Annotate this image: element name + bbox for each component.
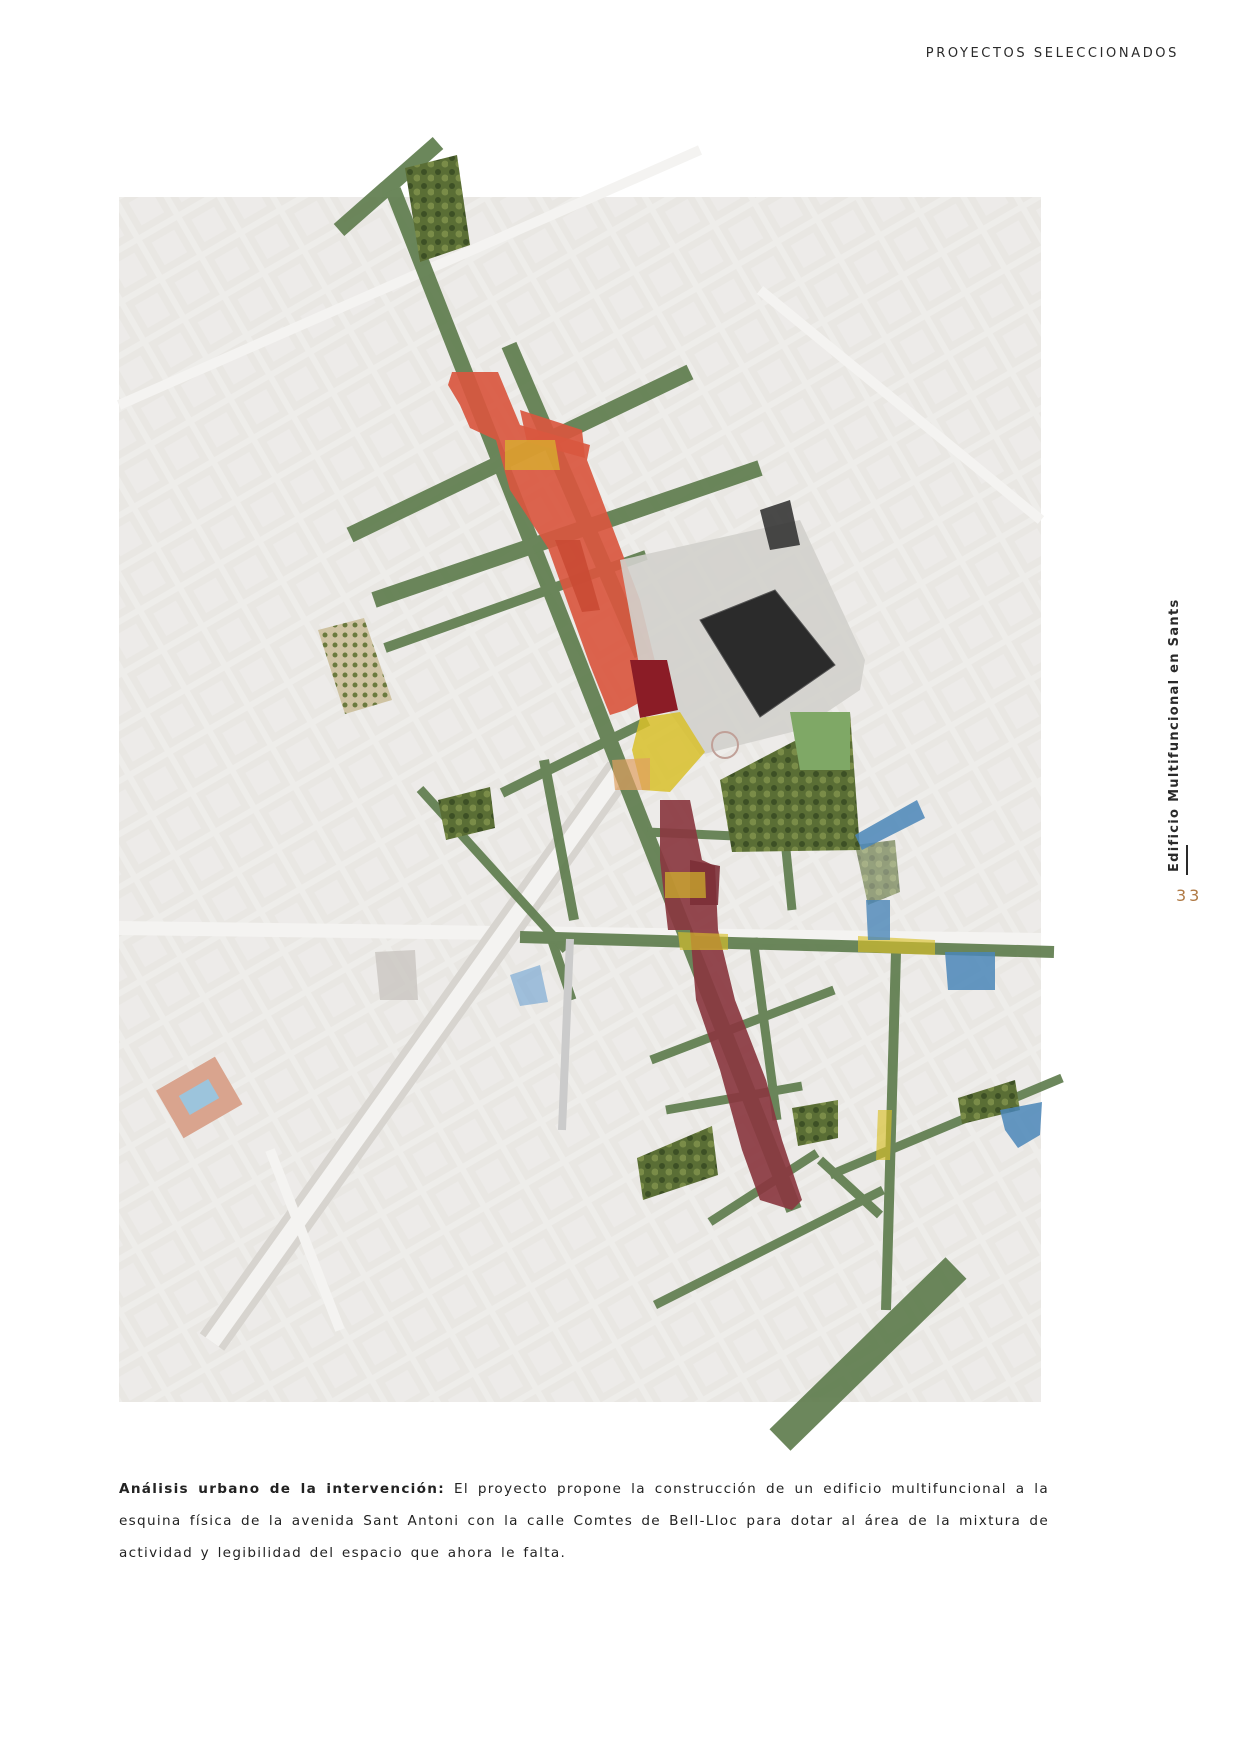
- caption-body: El proyecto propone la construcción de un edificio multifuncional a la esquina física de la avenida Sant Antoni con la calle Comtes de Bell-Lloc para dotar al área de la mixtura de actividad y legibilidad del espacio que ahora le falta.: [119, 1481, 1049, 1561]
- caption: [119, 1473, 1049, 1569]
- sidebar-title: Edificio Multifuncional en Sants: [1167, 598, 1182, 872]
- caption-lead: Análisis urbano de la intervención:: [119, 1481, 445, 1497]
- sidebar-rule: [1186, 845, 1188, 875]
- aerial-base: [119, 150, 1041, 1402]
- page-number: 33: [1176, 886, 1203, 905]
- section-header: PROYECTOS SELECCIONADOS: [925, 46, 1179, 61]
